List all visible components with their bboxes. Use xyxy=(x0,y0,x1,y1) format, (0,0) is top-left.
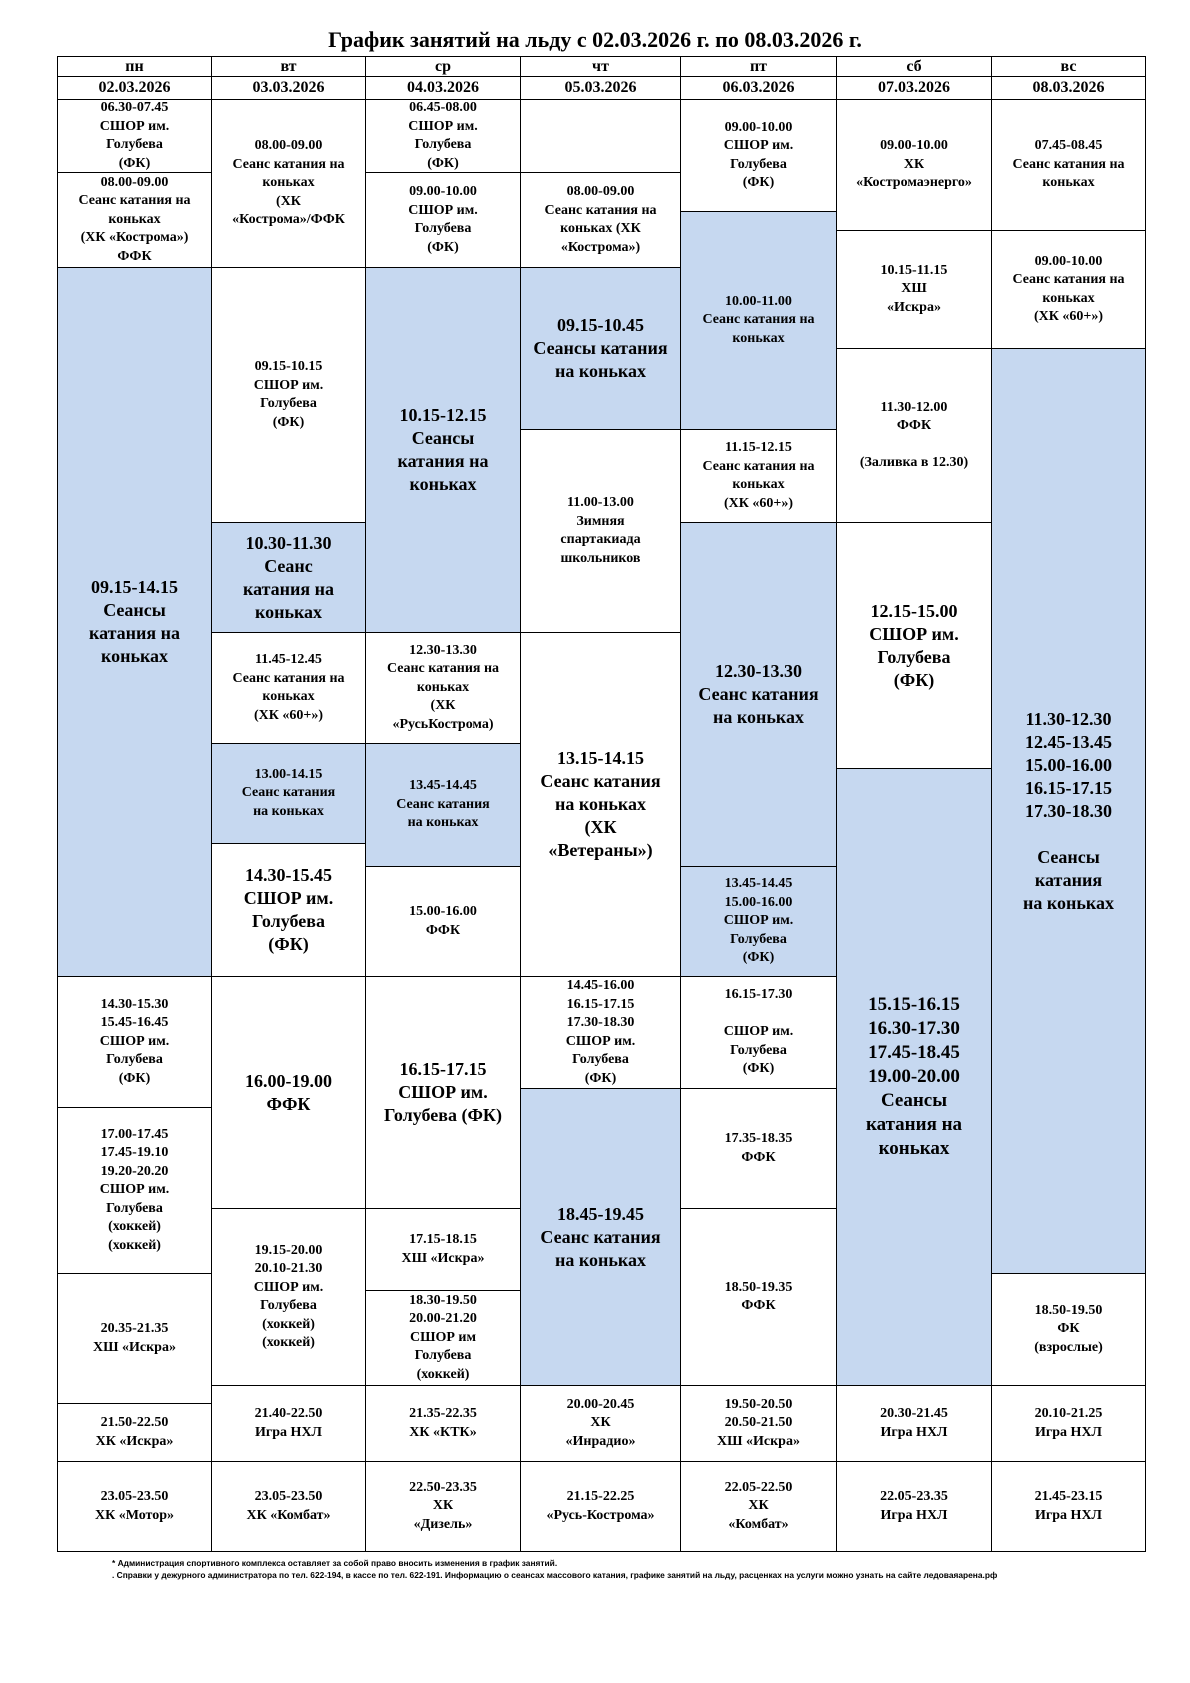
slot-text: СШОР им. xyxy=(408,202,478,218)
slot-text: СШОР им. xyxy=(253,1279,324,1295)
schedule-slot xyxy=(520,976,681,1089)
schedule-slot xyxy=(211,99,366,268)
day-date-header: 03.03.2026 xyxy=(211,76,366,100)
slot-text: Игра НХЛ xyxy=(1035,1507,1102,1523)
slot-text: 19.20-20.20 xyxy=(100,1163,169,1179)
schedule-slot xyxy=(680,99,837,212)
slot-text: ХШ «Искра» xyxy=(717,1433,800,1449)
slot-text: СШОР им. xyxy=(869,623,959,644)
schedule-slot xyxy=(365,99,521,173)
slot-text: ХШ «Искра» xyxy=(401,1250,485,1266)
slot-time: 10.15-12.15 xyxy=(399,405,487,425)
slot-text: 17.30-18.30 xyxy=(1025,800,1112,821)
slot-time: 07.45-08.45 xyxy=(1034,138,1103,154)
slot-text: коньках xyxy=(100,646,169,666)
slot-text: на коньках xyxy=(713,707,804,727)
slot-text: (ФК) xyxy=(584,1070,617,1086)
schedule-slot xyxy=(57,1461,212,1552)
slot-text: СШОР им xyxy=(409,1329,477,1345)
slot-text: «Искра» xyxy=(887,299,941,315)
slot-text: Сеанс катания на xyxy=(1012,272,1125,287)
skating-session-slot xyxy=(680,211,837,430)
slot-time: 18.30-19.50 xyxy=(409,1292,477,1308)
schedule-slot xyxy=(991,1461,1146,1552)
day-date-header: 08.03.2026 xyxy=(991,76,1146,100)
slot-time: 19.50-20.50 xyxy=(724,1396,793,1412)
schedule-slot xyxy=(991,1385,1146,1462)
schedule-slot xyxy=(211,976,366,1209)
schedule-slot xyxy=(680,429,837,523)
slot-text: Голубева xyxy=(414,1348,472,1364)
slot-text: 15.00-16.00 xyxy=(724,894,793,910)
slot-time: 21.40-22.50 xyxy=(254,1406,323,1421)
slot-text: на коньках xyxy=(555,794,646,814)
schedule-slot xyxy=(57,1107,212,1274)
skating-session-slot xyxy=(57,267,212,977)
slot-text: коньках xyxy=(262,689,315,704)
slot-text: Сеанс катания на xyxy=(702,312,815,328)
slot-time: 21.50-22.50 xyxy=(100,1415,169,1430)
slot-text: на коньках xyxy=(555,1249,646,1270)
slot-text: Голубева xyxy=(106,137,163,152)
slot-time: 18.45-19.45 xyxy=(557,1203,644,1224)
slot-text: (ХК xyxy=(584,817,617,837)
slot-text: 15.45-16.45 xyxy=(100,1015,169,1031)
schedule-slot xyxy=(836,230,992,349)
slot-text: Голубева xyxy=(106,1200,163,1216)
slot-text: «Кострома») xyxy=(560,239,641,255)
slot-text: 16.30-17.30 xyxy=(868,1018,960,1039)
slot-text: (ХК «60+») xyxy=(723,495,794,511)
slot-text: Сеанс катания xyxy=(540,771,661,791)
slot-time: 13.00-14.15 xyxy=(254,766,323,782)
slot-time: 22.50-23.35 xyxy=(409,1479,477,1495)
slot-text: ХК «КТК» xyxy=(409,1424,477,1440)
slot-text: катания xyxy=(1034,869,1103,890)
slot-text: Зимняя xyxy=(576,513,625,529)
schedule-slot xyxy=(365,976,521,1209)
slot-text: ФФК xyxy=(896,418,932,433)
day-date-header: 05.03.2026 xyxy=(520,76,681,100)
slot-time: 09.15-10.15 xyxy=(254,359,323,374)
schedule-slot xyxy=(365,866,521,977)
slot-text: ФФК xyxy=(425,922,461,938)
slot-time: 22.05-23.35 xyxy=(880,1489,948,1504)
slot-text: на коньках xyxy=(253,803,324,819)
slot-text: 19.00-20.00 xyxy=(868,1066,960,1087)
day-date-header: 02.03.2026 xyxy=(57,76,212,100)
slot-text: Сеанс катания на xyxy=(232,670,345,686)
day-date-header: 06.03.2026 xyxy=(680,76,837,100)
slot-text: ХК «Мотор» xyxy=(94,1507,175,1523)
slot-text: (ФК) xyxy=(742,950,775,966)
slot-time: 18.50-19.50 xyxy=(1034,1302,1103,1318)
schedule-slot xyxy=(57,976,212,1108)
slot-text: (хоккей) xyxy=(262,1335,315,1350)
slot-time: 17.00-17.45 xyxy=(100,1126,169,1142)
slot-time: 20.30-21.45 xyxy=(880,1406,948,1421)
slot-text: Сеанс катания на xyxy=(1012,156,1125,172)
slot-text: Сеансы xyxy=(1037,846,1100,867)
slot-text: «Инрадио» xyxy=(565,1433,636,1449)
schedule-slot xyxy=(520,99,681,173)
schedule-slot xyxy=(57,1273,212,1404)
slot-text: коньках xyxy=(108,211,161,227)
slot-time: 17.15-18.15 xyxy=(409,1232,477,1247)
slot-text: 16.15-17.15 xyxy=(566,996,635,1012)
day-abbr-header: сб xyxy=(836,56,992,77)
skating-session-slot xyxy=(991,348,1146,1274)
slot-text: Сеанс катания xyxy=(540,1226,661,1247)
slot-text: «Русь-Кострома» xyxy=(546,1507,655,1523)
slot-text: (ХК «60+») xyxy=(253,707,324,723)
schedule-slot xyxy=(57,172,212,268)
slot-text: СШОР им. xyxy=(398,1082,488,1102)
slot-time: 18.50-19.35 xyxy=(724,1279,793,1295)
schedule-slot xyxy=(836,1461,992,1552)
schedule-slot xyxy=(680,1461,837,1552)
slot-time: 08.00-09.00 xyxy=(254,138,323,154)
slot-text: ХК xyxy=(748,1498,769,1514)
skating-session-slot xyxy=(520,267,681,430)
slot-time: 16.15-17.30 xyxy=(724,987,793,1003)
slot-text: ХК xyxy=(903,156,925,172)
slot-time: 14.30-15.45 xyxy=(245,865,332,885)
slot-time: 20.00-20.45 xyxy=(566,1396,635,1412)
day-abbr-header: пт xyxy=(680,56,837,77)
slot-text: Сеансы xyxy=(411,428,475,448)
day-abbr-header: ср xyxy=(365,56,521,77)
slot-text: СШОР им. xyxy=(723,138,794,153)
slot-text: (хоккей) xyxy=(416,1366,470,1382)
slot-text: 20.00-21.20 xyxy=(409,1311,477,1327)
slot-text: (ХК xyxy=(430,698,456,714)
schedule-slot xyxy=(211,1385,366,1462)
slot-text: «Ветераны») xyxy=(548,840,653,860)
skating-session-slot xyxy=(365,743,521,867)
schedule-slot xyxy=(365,1208,521,1291)
slot-text xyxy=(757,1005,761,1024)
slot-time: 13.15-14.15 xyxy=(557,748,644,768)
slot-text: ХК xyxy=(432,1498,454,1514)
slot-time: 12.30-13.30 xyxy=(409,642,477,658)
slot-text: (хоккей) xyxy=(108,1237,161,1253)
slot-time: 14.30-15.30 xyxy=(100,996,169,1012)
slot-time: 12.30-13.30 xyxy=(715,661,802,681)
schedule-slot xyxy=(365,172,521,268)
slot-text: 17.45-19.10 xyxy=(100,1145,169,1161)
slot-time: 13.45-14.45 xyxy=(724,876,793,892)
skating-session-slot xyxy=(520,1088,681,1386)
slot-text: коньках xyxy=(416,679,470,695)
schedule-slot xyxy=(211,843,366,977)
slot-time: 10.00-11.00 xyxy=(725,293,792,309)
slot-text: ХК xyxy=(590,1415,611,1431)
slot-time: 17.35-18.35 xyxy=(724,1131,793,1146)
slot-time: 12.15-15.00 xyxy=(870,600,958,621)
slot-text: «РусьКострома) xyxy=(392,716,494,732)
slot-time: 11.15-12.15 xyxy=(725,440,792,455)
slot-text: 15.00-16.00 xyxy=(1025,754,1112,775)
footer-note-disclaimer: * Администрация спортивного комплекса оставляет за собой право вносить изменения в график занятий. xyxy=(112,1558,558,1568)
slot-text: Сеанс катания на xyxy=(544,202,657,218)
slot-text: ФФК xyxy=(741,1149,776,1165)
slot-text: ФК xyxy=(1057,1321,1080,1337)
schedule-slot xyxy=(211,632,366,744)
slot-text: 17.30-18.30 xyxy=(566,1015,635,1030)
slot-text: на коньках xyxy=(407,815,479,831)
skating-session-slot xyxy=(680,522,837,867)
schedule-slot xyxy=(520,1461,681,1552)
slot-time: 09.00-10.00 xyxy=(880,138,948,154)
slot-time: 16.00-19.00 xyxy=(245,1070,332,1091)
slot-text: Сеанс катания на xyxy=(702,458,815,474)
slot-time: 09.00-10.00 xyxy=(1034,253,1103,269)
day-date-header: 04.03.2026 xyxy=(365,76,521,100)
slot-time: 06.30-07.45 xyxy=(100,100,169,115)
slot-text: коньках xyxy=(732,330,785,346)
slot-text: коньках xyxy=(262,175,315,191)
slot-text: катания на xyxy=(242,578,335,599)
slot-text: (ФК) xyxy=(272,414,305,430)
slot-text: Голубева xyxy=(260,396,317,411)
slot-text: ФФК xyxy=(266,1093,311,1114)
slot-time: 06.45-08.00 xyxy=(409,100,477,115)
slot-text: (ФК) xyxy=(268,934,309,954)
slot-text: спартакиада xyxy=(560,532,641,547)
slot-text: (ФК) xyxy=(742,175,775,190)
slot-text: (взрослые) xyxy=(1034,1339,1103,1355)
slot-text: ХШ «Искра» xyxy=(93,1339,176,1355)
schedule-slot xyxy=(211,1208,366,1386)
schedule-slot xyxy=(680,976,837,1089)
slot-text: (ХК «60+») xyxy=(1033,309,1104,324)
day-abbr-header: чт xyxy=(520,56,681,77)
slot-text: Игра НХЛ xyxy=(1035,1424,1102,1440)
schedule-slot xyxy=(680,1088,837,1209)
schedule-slot xyxy=(520,632,681,977)
slot-time: 15.00-16.00 xyxy=(409,904,477,919)
footer-note-contacts: . Справки у дежурного администратора по тел. 622-194, в кассе по тел. 622-191. Информацию о сеансах массового катания, графике занятий на льду, расценках на услуги можно узнать на сайте ледоваяарена.рф xyxy=(112,1570,998,1580)
slot-text: (ФК) xyxy=(893,669,935,690)
slot-time: 16.15-17.15 xyxy=(399,1059,487,1079)
slot-text: Голубева (ФК) xyxy=(384,1105,502,1125)
slot-text: СШОР им. xyxy=(565,1033,636,1049)
schedule-slot xyxy=(365,1461,521,1552)
slot-text: Голубева xyxy=(730,1042,787,1058)
slot-time: 09.15-14.15 xyxy=(91,577,178,597)
slot-text: (ФК) xyxy=(118,155,151,171)
slot-text xyxy=(1066,823,1071,846)
slot-text: катания на xyxy=(865,1114,963,1135)
slot-text: Игра НХЛ xyxy=(255,1424,322,1440)
slot-text: коньках xyxy=(1042,290,1095,306)
slot-text: Голубева xyxy=(877,646,951,667)
slot-time: 10.15-11.15 xyxy=(880,262,948,278)
slot-time: 23.05-23.50 xyxy=(254,1489,323,1504)
slot-text: коньках xyxy=(409,474,477,494)
slot-text: Сеанс катания xyxy=(241,785,336,801)
slot-text: катания на xyxy=(397,451,489,471)
slot-text: 12.45-13.45 xyxy=(1025,731,1112,752)
slot-text: на коньках xyxy=(1023,892,1114,913)
slot-text: Сеансы xyxy=(880,1090,948,1111)
slot-text: (хоккей) xyxy=(108,1219,161,1235)
day-abbr-header: вт xyxy=(211,56,366,77)
slot-text: Голубева xyxy=(260,1298,317,1313)
slot-text: СШОР им. xyxy=(253,377,324,393)
slot-text: (ФК) xyxy=(427,239,459,255)
day-abbr-header: пн xyxy=(57,56,212,77)
schedule-slot xyxy=(365,632,521,744)
slot-text: (ФК) xyxy=(118,1070,151,1086)
slot-text: ФФК xyxy=(117,248,152,264)
schedule-slot xyxy=(211,267,366,523)
schedule-slot xyxy=(520,1385,681,1462)
skating-session-slot xyxy=(836,768,992,1386)
slot-text: (ФК) xyxy=(742,1061,775,1077)
slot-time: 21.45-23.15 xyxy=(1034,1489,1103,1504)
slot-time: 11.30-12.30 xyxy=(1025,708,1112,729)
slot-text: (ХК xyxy=(276,193,301,209)
slot-text: 20.10-21.30 xyxy=(254,1261,323,1276)
slot-time: 13.45-14.45 xyxy=(409,778,477,794)
slot-text: ХК «Искра» xyxy=(95,1433,174,1449)
slot-time: 09.00-10.00 xyxy=(724,119,793,135)
slot-text: Голубева xyxy=(730,931,787,947)
slot-time: 09.15-10.45 xyxy=(557,315,644,335)
slot-text: 20.50-21.50 xyxy=(724,1415,793,1431)
schedule-slot xyxy=(520,429,681,633)
slot-time: 11.30-12.00 xyxy=(880,399,948,415)
skating-session-slot xyxy=(211,522,366,633)
schedule-slot xyxy=(836,99,992,231)
slot-text: Сеанс катания xyxy=(396,796,490,812)
slot-text: Голубева xyxy=(730,156,787,172)
slot-time: 21.15-22.25 xyxy=(566,1489,635,1504)
slot-text: «Кострома»/ФФК xyxy=(232,212,345,228)
slot-time: 11.45-12.45 xyxy=(255,652,322,667)
slot-text: (хоккей) xyxy=(262,1316,315,1332)
skating-session-slot xyxy=(365,267,521,633)
skating-session-slot xyxy=(680,866,837,977)
slot-time: 19.15-20.00 xyxy=(254,1242,323,1258)
slot-text: (ХК «Кострома») xyxy=(80,230,189,246)
slot-text: «Комбат» xyxy=(728,1516,789,1532)
slot-text: СШОР им. xyxy=(723,1024,794,1040)
slot-text: Сеанс катания xyxy=(698,684,819,704)
slot-text: коньках xyxy=(1042,175,1095,191)
slot-text: Голубева xyxy=(106,1052,163,1068)
skating-session-slot xyxy=(211,743,366,844)
slot-text: на коньках xyxy=(555,361,646,381)
schedule-slot xyxy=(211,1461,366,1552)
slot-time: 22.05-22.50 xyxy=(724,1479,793,1495)
slot-text: (ФК) xyxy=(427,155,459,171)
slot-text: школьников xyxy=(560,550,641,566)
slot-text: коньках (ХК xyxy=(560,221,641,236)
schedule-slot xyxy=(365,1290,521,1386)
schedule-slot xyxy=(836,1385,992,1462)
slot-time: 20.10-21.25 xyxy=(1034,1406,1103,1421)
slot-text: СШОР им. xyxy=(408,118,478,134)
slot-time: 23.05-23.50 xyxy=(100,1489,169,1504)
slot-time: 09.00-10.00 xyxy=(409,184,477,199)
slot-text: коньках xyxy=(732,477,785,492)
slot-time: 20.35-21.35 xyxy=(100,1321,169,1336)
slot-text: Игра НХЛ xyxy=(880,1507,948,1523)
slot-text: СШОР им. xyxy=(243,888,334,908)
slot-text: ХШ xyxy=(901,281,927,297)
slot-time: 08.00-09.00 xyxy=(100,174,169,190)
slot-time: 14.45-16.00 xyxy=(566,978,635,993)
day-abbr-header: вс xyxy=(991,56,1146,77)
slot-text: «Дизель» xyxy=(413,1516,473,1532)
slot-text: ХК «Комбат» xyxy=(246,1507,331,1523)
slot-text: Голубева xyxy=(414,221,472,236)
slot-text: СШОР им. xyxy=(99,1033,170,1049)
slot-text: Сеанс катания на xyxy=(232,156,345,172)
slot-time: 10.30-11.30 xyxy=(245,532,332,553)
slot-text: Сеансы катания xyxy=(533,338,668,358)
slot-text: СШОР им. xyxy=(99,1182,170,1198)
slot-text: Голубева xyxy=(572,1052,629,1067)
slot-time: 21.35-22.35 xyxy=(409,1406,477,1421)
slot-text: 16.15-17.15 xyxy=(1025,777,1112,798)
footer-notes xyxy=(112,1557,997,1581)
slot-text: катания на xyxy=(88,623,181,643)
schedule-slot xyxy=(57,1403,212,1462)
slot-text xyxy=(912,436,916,455)
slot-text: «Костромаэнерго» xyxy=(856,175,972,191)
slot-text: ФФК xyxy=(741,1298,776,1313)
slot-text: Сеанс катания на xyxy=(78,193,191,209)
schedule-slot xyxy=(836,522,992,769)
schedule-slot xyxy=(520,172,681,268)
schedule-slot xyxy=(365,1385,521,1462)
schedule-slot xyxy=(991,230,1146,349)
page-title: График занятий на льду с 02.03.2026 г. по 08.03.2026 г. xyxy=(328,27,862,52)
slot-time: 11.00-13.00 xyxy=(567,495,634,510)
schedule-slot xyxy=(991,99,1146,231)
slot-text: СШОР им. xyxy=(723,913,794,929)
slot-text: Голубева xyxy=(414,137,472,152)
slot-text: Игра НХЛ xyxy=(880,1424,948,1440)
slot-time: 15.15-16.15 xyxy=(868,994,960,1015)
schedule-slot xyxy=(680,1385,837,1462)
day-date-header: 07.03.2026 xyxy=(836,76,992,100)
schedule-slot xyxy=(836,348,992,523)
schedule-slot xyxy=(991,1273,1146,1386)
slot-time: 08.00-09.00 xyxy=(566,184,635,199)
slot-text: Сеансы xyxy=(103,600,166,620)
schedule-slot xyxy=(57,99,212,173)
slot-text: коньках xyxy=(254,601,323,622)
slot-text: Голубева xyxy=(252,911,325,931)
slot-text: коньках xyxy=(878,1138,950,1159)
schedule-slot xyxy=(680,1208,837,1386)
slot-text: Сеанс катания на xyxy=(386,661,500,677)
slot-text: Сеанс xyxy=(264,555,313,576)
slot-text: (Заливка в 12.30) xyxy=(859,455,969,470)
slot-text: 17.45-18.45 xyxy=(868,1042,960,1063)
slot-text: СШОР им. xyxy=(99,118,170,134)
